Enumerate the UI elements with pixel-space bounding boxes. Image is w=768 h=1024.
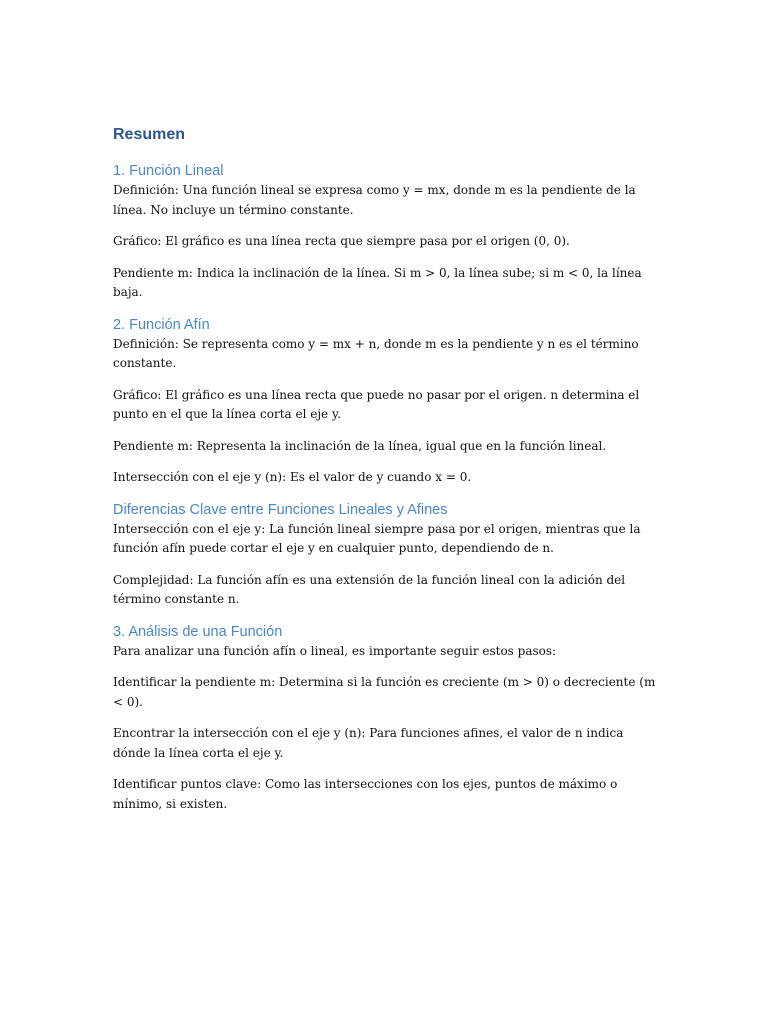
- paragraph: Pendiente m: Indica la inclinación de la línea. Si m > 0, la línea sube; si m < 0, la línea baja.: [113, 265, 642, 299]
- paragraph: Gráfico: El gráfico es una línea recta que siempre pasa por el origen (0, 0).: [113, 234, 570, 248]
- section-funcion-afin: [113, 315, 658, 488]
- paragraph: Identificar puntos clave: Como las intersecciones con los ejes, puntos de máximo o mínimo, si existen.: [113, 777, 618, 811]
- paragraph: Identificar la pendiente m: Determina si la función es creciente (m > 0) o decreciente (m < 0).: [113, 675, 656, 709]
- section-heading: 1. Función Lineal: [113, 163, 224, 179]
- section-funcion-lineal: [113, 161, 658, 303]
- paragraph: Pendiente m: Representa la inclinación de la línea, igual que en la función lineal.: [113, 438, 607, 453]
- paragraph: Intersección con el eje y (n): Es el valor de y cuando x = 0.: [113, 470, 472, 484]
- section-heading: Diferencias Clave entre Funciones Lineales y Afines: [113, 501, 448, 518]
- section-heading: 2. Función Afín: [113, 316, 210, 333]
- document-page: [113, 124, 658, 826]
- paragraph: Intersección con el eje y: La función lineal siempre pasa por el origen, mientras que la función afín puede cortar el eje y en cualquier punto, dependiendo de n.: [113, 521, 641, 555]
- section-heading: 3. Análisis de una Función: [113, 623, 283, 640]
- paragraph: Definición: Una función lineal se expresa como y = mx, donde m es la pendiente de la línea. No incluye un término constante.: [113, 183, 636, 217]
- paragraph: Complejidad: La función afín es una extensión de la función lineal con la adición del término constante n.: [113, 572, 626, 606]
- section-analisis-funcion: [113, 622, 658, 815]
- section-diferencias-clave: [113, 500, 658, 610]
- paragraph: Para analizar una función afín o lineal, es importante seguir estos pasos:: [113, 643, 557, 658]
- paragraph: Definición: Se representa como y = mx + n, donde m es la pendiente y n es el término constante.: [113, 336, 639, 370]
- paragraph: Encontrar la intersección con el eje y (n): Para funciones afines, el valor de n indica dónde la línea corta el eje y.: [113, 726, 624, 760]
- paragraph: Gráfico: El gráfico es una línea recta que puede no pasar por el origen. n determina el punto en el que la línea corta el eje y.: [113, 387, 640, 421]
- document-title: Resumen: [113, 126, 186, 143]
